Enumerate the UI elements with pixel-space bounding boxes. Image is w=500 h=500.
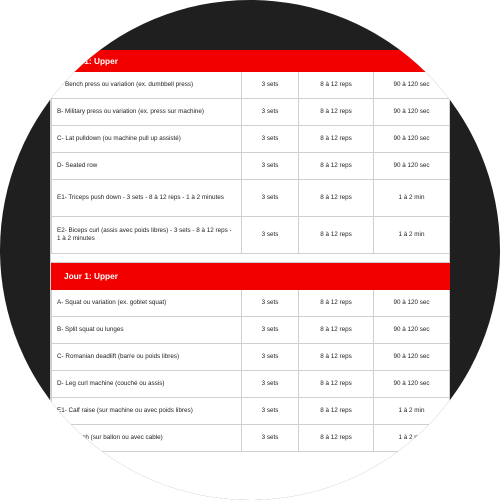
exercise-cell: C- Lat pulldown (ou machine pull up assisté) [52,126,242,153]
table-row [52,317,450,344]
exercise-cell: C- Romanian deadlift (barre ou poids libres) [52,344,242,371]
reps-cell: 8 à 12 reps [299,398,374,425]
reps-cell: 8 à 12 reps [299,290,374,317]
section-spacer [52,254,450,263]
sets-cell: 3 sets [242,371,299,398]
sets-cell: 3 sets [242,398,299,425]
table-row [52,153,450,180]
workout-table [51,50,450,452]
rest-cell: 1 à 2 min [374,217,450,254]
sets-cell: 3 sets [242,153,299,180]
workout-document [50,50,450,500]
table-row [52,290,450,317]
reps-cell: 8 à 12 reps [299,180,374,217]
exercise-cell: B- Split squat ou lunges [52,317,242,344]
section-header: Jour 1: Upper [52,263,450,290]
reps-cell: 8 à 12 reps [299,344,374,371]
table-row [52,126,450,153]
sets-cell: 3 sets [242,126,299,153]
rest-cell: 90 à 120 sec [374,317,450,344]
sets-cell: 3 sets [242,425,299,452]
section-header: Jour 1: Upper [52,51,450,72]
exercise-cell: E2- Crunch (sur ballon ou avec cable) [52,425,242,452]
exercise-cell: D- Leg curl machine (couché ou assis) [52,371,242,398]
sets-cell: 3 sets [242,290,299,317]
reps-cell: 8 à 12 reps [299,217,374,254]
rest-cell: 90 à 120 sec [374,344,450,371]
reps-cell: 8 à 12 reps [299,153,374,180]
table-row [52,72,450,99]
rest-cell: 90 à 120 sec [374,290,450,317]
reps-cell: 8 à 12 reps [299,317,374,344]
exercise-cell: D- Seated row [52,153,242,180]
table-row [52,344,450,371]
exercise-cell: E2- Biceps curl (assis avec poids libres) - 3 sets - 8 à 12 reps - 1 à 2 minutes [52,217,242,254]
spacer-cell [52,254,450,263]
exercise-cell: E1- Calf raise (sur machine ou avec poids libres) [52,398,242,425]
exercise-cell: B- Military press ou variation (ex. press sur machine) [52,99,242,126]
table-row [52,398,450,425]
rest-cell: 1 à 2 min [374,180,450,217]
sets-cell: 3 sets [242,317,299,344]
rest-cell: 1 à 2 min [374,398,450,425]
table-row [52,99,450,126]
section-header-row [52,263,450,290]
exercise-cell: A- Bench press ou variation (ex. dumbbell press) [52,72,242,99]
reps-cell: 8 à 12 reps [299,72,374,99]
reps-cell: 8 à 12 reps [299,425,374,452]
table-row [52,425,450,452]
reps-cell: 8 à 12 reps [299,371,374,398]
sets-cell: 3 sets [242,217,299,254]
sets-cell: 3 sets [242,72,299,99]
reps-cell: 8 à 12 reps [299,99,374,126]
sets-cell: 3 sets [242,344,299,371]
sets-cell: 3 sets [242,99,299,126]
rest-cell: 90 à 120 sec [374,99,450,126]
table-row [52,217,450,254]
section-header-row [52,51,450,72]
reps-cell: 8 à 12 reps [299,126,374,153]
sets-cell: 3 sets [242,180,299,217]
table-row [52,371,450,398]
rest-cell: 90 à 120 sec [374,126,450,153]
table-row [52,180,450,217]
rest-cell: 90 à 120 sec [374,371,450,398]
rest-cell: 90 à 120 sec [374,153,450,180]
rest-cell: 1 à 2 min [374,425,450,452]
exercise-cell: E1- Triceps push down - 3 sets - 8 à 12 reps - 1 à 2 minutes [52,180,242,217]
rest-cell: 90 à 120 sec [374,72,450,99]
exercise-cell: A- Squat ou variation (ex. goblet squat) [52,290,242,317]
